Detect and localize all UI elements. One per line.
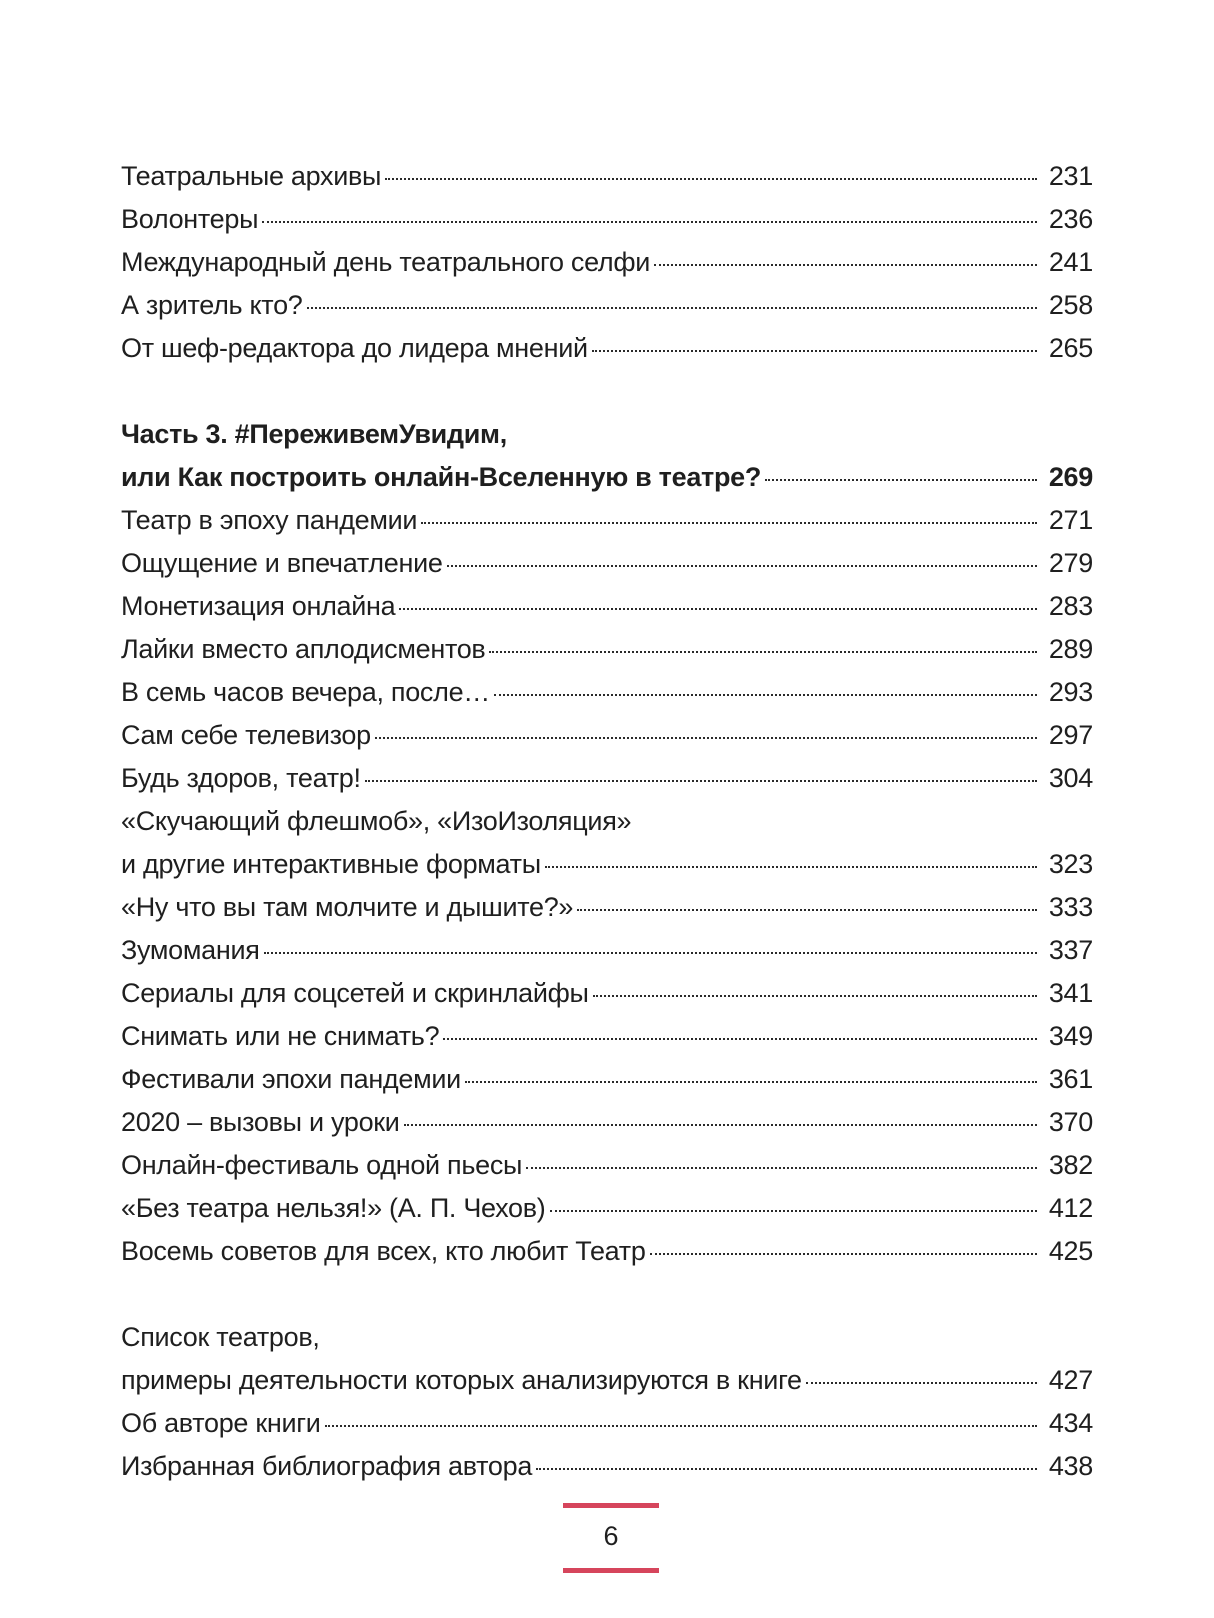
- toc-entry: [121, 241, 1093, 284]
- toc-entry-page: 434: [1048, 1408, 1093, 1438]
- toc-entry-page: 258: [1048, 290, 1093, 320]
- toc-entry-title: «Без театра нельзя!» (А. П. Чехов): [121, 1193, 546, 1223]
- dot-leader: [421, 522, 1037, 524]
- toc-entry: [121, 327, 1093, 370]
- toc-entry: [121, 499, 1093, 542]
- dot-leader: [765, 479, 1037, 481]
- part-heading-line2: [121, 456, 1093, 499]
- dot-leader: [593, 995, 1037, 997]
- dot-leader: [489, 651, 1037, 653]
- toc-entry-page: 289: [1048, 634, 1093, 664]
- toc-entry-title: «Скучающий флешмоб», «ИзоИзоляция»: [121, 806, 632, 836]
- toc-entry-page: 412: [1048, 1193, 1093, 1223]
- toc-entry-page: 333: [1048, 892, 1093, 922]
- toc-entry-title: Зумомания: [121, 935, 260, 965]
- dot-leader: [545, 866, 1037, 868]
- section-spacer: [121, 370, 1093, 413]
- part-heading-title: Часть 3. #ПереживемУвидим,: [121, 419, 507, 449]
- toc-entry: [121, 1144, 1093, 1187]
- toc-entry-title: Лайки вместо аплодисментов: [121, 634, 486, 664]
- toc-entry-title: Онлайн-фестиваль одной пьесы: [121, 1150, 523, 1180]
- toc-entry-page: 279: [1048, 548, 1093, 578]
- toc-entry-title: От шеф-редактора до лидера мнений: [121, 333, 588, 363]
- dot-leader: [577, 909, 1037, 911]
- part-heading-line1: [121, 413, 1093, 456]
- dot-leader: [325, 1425, 1037, 1427]
- dot-leader: [447, 565, 1037, 567]
- toc-entry-title: Список театров,: [121, 1322, 320, 1352]
- dot-leader: [654, 264, 1037, 266]
- section-spacer: [121, 1273, 1093, 1316]
- toc-entry-page: 293: [1048, 677, 1093, 707]
- dot-leader: [307, 307, 1037, 309]
- toc-entry-title: Сериалы для соцсетей и скринлайфы: [121, 978, 589, 1008]
- toc-entry: [121, 714, 1093, 757]
- toc-entry-page: 427: [1048, 1365, 1093, 1395]
- toc-entry-page: 425: [1048, 1236, 1093, 1266]
- toc-entry-title: А зритель кто?: [121, 290, 303, 320]
- toc-entry-title: «Ну что вы там молчите и дышите?»: [121, 892, 574, 922]
- dot-leader: [262, 221, 1037, 223]
- dot-leader: [375, 737, 1037, 739]
- toc-entry: [121, 972, 1093, 1015]
- table-of-contents: [121, 155, 1093, 1488]
- toc-entry-page: 231: [1048, 161, 1093, 191]
- toc-entry: [121, 671, 1093, 714]
- toc-entry-page: 349: [1048, 1021, 1093, 1051]
- toc-entry-title: Ощущение и впечатление: [121, 548, 443, 578]
- toc-entry-title: Снимать или не снимать?: [121, 1021, 440, 1051]
- toc-entry-title: Сам себе телевизор: [121, 720, 371, 750]
- page-number-top-rule: [563, 1503, 659, 1508]
- toc-entry: [121, 1187, 1093, 1230]
- toc-entry-title: 2020 – вызовы и уроки: [121, 1107, 400, 1137]
- toc-entry-page: 236: [1048, 204, 1093, 234]
- toc-entry-title: Восемь советов для всех, кто любит Театр: [121, 1236, 646, 1266]
- page-number: 6: [603, 1521, 619, 1551]
- toc-entry-title: Международный день театрального селфи: [121, 247, 651, 277]
- toc-entry-page: 382: [1048, 1150, 1093, 1180]
- part-heading-subtitle: или Как построить онлайн-Вселенную в театре?: [121, 462, 762, 492]
- toc-entry: [121, 757, 1093, 800]
- dot-leader: [404, 1124, 1037, 1126]
- toc-entry: [121, 542, 1093, 585]
- dot-leader: [494, 694, 1037, 696]
- toc-entry-page: 297: [1048, 720, 1093, 750]
- toc-entry-page: 361: [1048, 1064, 1093, 1094]
- toc-entry-title: В семь часов вечера, после…: [121, 677, 490, 707]
- dot-leader: [550, 1210, 1038, 1212]
- dot-leader: [443, 1038, 1037, 1040]
- toc-entry-title: Монетизация онлайна: [121, 591, 396, 621]
- toc-entry-title: Будь здоров, театр!: [121, 763, 361, 793]
- toc-entry-title: Театральные архивы: [121, 161, 382, 191]
- toc-entry-page: 241: [1048, 247, 1093, 277]
- toc-entry-page: 271: [1048, 505, 1093, 535]
- toc-entry: [121, 1230, 1093, 1273]
- toc-entry-title: и другие интерактивные форматы: [121, 849, 541, 879]
- toc-entry: [121, 284, 1093, 327]
- dot-leader: [365, 780, 1037, 782]
- dot-leader: [526, 1167, 1037, 1169]
- toc-entry-line1: [121, 800, 1093, 843]
- toc-entry: [121, 886, 1093, 929]
- toc-entry: [121, 1101, 1093, 1144]
- toc-entry: [121, 1445, 1093, 1488]
- toc-entry: [121, 929, 1093, 972]
- toc-entry: [121, 1359, 1093, 1402]
- toc-entry-page: 283: [1048, 591, 1093, 621]
- page-number-bottom-rule: [563, 1568, 659, 1573]
- toc-entry-page: 265: [1048, 333, 1093, 363]
- toc-entry-page: 269: [1048, 462, 1093, 492]
- dot-leader: [806, 1382, 1037, 1384]
- toc-entry: [121, 198, 1093, 241]
- toc-entry: [121, 585, 1093, 628]
- toc-entry-page: 337: [1048, 935, 1093, 965]
- toc-entry-page: 341: [1048, 978, 1093, 1008]
- toc-entry: [121, 1058, 1093, 1101]
- dot-leader: [465, 1081, 1037, 1083]
- toc-entry: [121, 1015, 1093, 1058]
- toc-entry-title: Театр в эпоху пандемии: [121, 505, 418, 535]
- toc-entry-page: 323: [1048, 849, 1093, 879]
- toc-entry: [121, 155, 1093, 198]
- dot-leader: [385, 178, 1037, 180]
- dot-leader: [264, 952, 1037, 954]
- toc-entry: [121, 1402, 1093, 1445]
- dot-leader: [650, 1253, 1037, 1255]
- dot-leader: [399, 608, 1037, 610]
- toc-entry: [121, 843, 1093, 886]
- toc-entry-title: Фестивали эпохи пандемии: [121, 1064, 461, 1094]
- toc-entry-title: Об авторе книги: [121, 1408, 321, 1438]
- toc-entry-title: примеры деятельности которых анализируются в книге: [121, 1365, 802, 1395]
- dot-leader: [592, 350, 1037, 352]
- dot-leader: [536, 1468, 1037, 1470]
- toc-entry-title: Волонтеры: [121, 204, 259, 234]
- toc-entry-title: Избранная библиография автора: [121, 1451, 533, 1481]
- toc-entry: [121, 628, 1093, 671]
- toc-entry-page: 304: [1048, 763, 1093, 793]
- toc-entry-page: 438: [1048, 1451, 1093, 1481]
- toc-entry-page: 370: [1048, 1107, 1093, 1137]
- toc-entry-line1: [121, 1316, 1093, 1359]
